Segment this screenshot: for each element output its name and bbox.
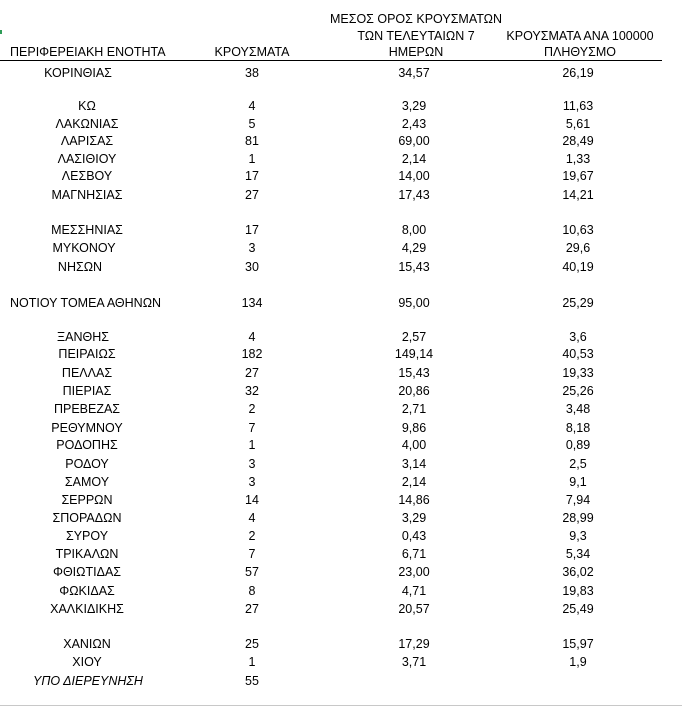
cases-value: 38	[245, 66, 259, 80]
avg-7day-value: 14,00	[398, 169, 430, 183]
table-row	[0, 654, 682, 670]
table-row	[0, 329, 682, 345]
avg-7day-value: 3,71	[401, 655, 427, 669]
region-name: ΣΠΟΡΑΔΩΝ	[52, 511, 122, 525]
avg-7day-value: 3,29	[401, 99, 427, 113]
region-name: ΛΕΣΒΟΥ	[61, 169, 113, 183]
region-name: ΝΟΤΙΟΥ ΤΟΜΕΑ ΑΘΗΝΩΝ	[10, 296, 162, 310]
per-100k-value: 1,9	[569, 655, 587, 669]
table-row	[0, 133, 682, 149]
cases-value: 4	[248, 511, 256, 525]
region-name: ΧΙΟΥ	[72, 655, 102, 669]
avg-7day-value: 15,43	[398, 260, 430, 274]
per-100k-value: 8,18	[565, 421, 591, 435]
table-row	[0, 259, 682, 275]
per-100k-value: 25,49	[562, 602, 594, 616]
cases-value: 8	[248, 584, 256, 598]
cases-value: 134	[241, 296, 263, 310]
cases-value: 3	[248, 475, 256, 489]
per-100k-value: 25,29	[562, 296, 594, 310]
per-100k-value: 3,48	[565, 402, 591, 416]
per-100k-value: 26,19	[562, 66, 594, 80]
region-name: ΦΩΚΙΔΑΣ	[59, 584, 115, 598]
region-name: ΣΕΡΡΩΝ	[61, 493, 113, 507]
avg-7day-value: 4,71	[401, 584, 427, 598]
per-100k-value: 1,33	[565, 152, 591, 166]
table-row	[0, 437, 682, 453]
cases-value: 1	[248, 438, 256, 452]
table-row	[0, 222, 682, 238]
region-name: ΧΑΛΚΙΔΙΚΗΣ	[50, 602, 124, 616]
cases-value: 27	[245, 602, 259, 616]
table-row	[0, 365, 682, 381]
region-name: ΛΑΣΙΘΙΟΥ	[57, 152, 117, 166]
per-100k-value: 0,89	[565, 438, 591, 452]
avg-7day-value: 20,57	[398, 602, 430, 616]
region-name: ΤΡΙΚΑΛΩΝ	[55, 547, 119, 561]
table-row	[0, 474, 682, 490]
per-100k-value: 11,63	[562, 99, 594, 113]
per-100k-value: 28,49	[562, 134, 594, 148]
avg-7day-value: 17,43	[398, 188, 430, 202]
table-row	[0, 546, 682, 562]
avg-7day-value: 2,14	[401, 475, 427, 489]
region-name: ΠΕΛΛΑΣ	[61, 366, 113, 380]
cases-value: 14	[245, 493, 259, 507]
region-name: ΜΥΚΟΝΟΥ	[52, 241, 116, 255]
cases-value: 17	[245, 223, 259, 237]
region-name: ΜΑΓΝΗΣΙΑΣ	[51, 188, 123, 202]
cases-value: 81	[245, 134, 259, 148]
table-row	[0, 492, 682, 508]
avg-7day-value: 2,43	[401, 117, 427, 131]
cases-value: 5	[248, 117, 256, 131]
avg-7day-value: 0,43	[401, 529, 427, 543]
avg-7day-value: 3,29	[401, 511, 427, 525]
header-region: ΠΕΡΙΦΕΡΕΙΑΚΗ ΕΝΟΤΗΤΑ	[10, 45, 166, 59]
avg-7day-value: 69,00	[398, 134, 430, 148]
table-row	[0, 346, 682, 362]
table-row	[0, 65, 682, 81]
avg-7day-value: 4,00	[401, 438, 427, 452]
region-name: ΠΡΕΒΕΖΑΣ	[53, 402, 121, 416]
cases-value: 27	[245, 188, 259, 202]
region-name: ΜΕΣΣΗΝΙΑΣ	[51, 223, 123, 237]
table-row	[0, 240, 682, 256]
table-row	[0, 168, 682, 184]
per-100k-value: 14,21	[562, 188, 594, 202]
per-100k-value: 10,63	[562, 223, 594, 237]
avg-7day-value: 95,00	[398, 296, 430, 310]
per-100k-value: 28,99	[562, 511, 594, 525]
region-name: ΝΗΣΩΝ	[57, 260, 103, 274]
table-row	[0, 528, 682, 544]
region-name: ΡΟΔΟΥ	[65, 457, 109, 471]
region-name: ΦΘΙΩΤΙΔΑΣ	[52, 565, 122, 579]
avg-7day-value: 2,14	[401, 152, 427, 166]
table-row	[0, 564, 682, 580]
avg-7day-value: 2,57	[401, 330, 427, 344]
table-row	[0, 673, 682, 689]
avg-7day-value: 6,71	[401, 547, 427, 561]
cases-value: 55	[245, 674, 259, 688]
cases-value: 1	[248, 152, 256, 166]
avg-7day-value: 3,14	[401, 457, 427, 471]
cases-value: 32	[245, 384, 259, 398]
cases-value: 2	[248, 402, 256, 416]
region-name: ΛΑΡΙΣΑΣ	[60, 134, 114, 148]
avg-7day-value: 14,86	[398, 493, 430, 507]
cases-value: 4	[248, 330, 256, 344]
region-name: ΛΑΚΩΝΙΑΣ	[55, 117, 119, 131]
region-name: ΧΑΝΙΩΝ	[63, 637, 111, 651]
header-per100k-line1: ΚΡΟΥΣΜΑΤΑ ΑΝΑ 100000	[506, 29, 654, 43]
region-name: ΡΕΘΥΜΝΟΥ	[51, 421, 123, 435]
header-per100k-line2: ΠΛΗΘΥΣΜΟ	[544, 45, 616, 59]
region-name: ΥΠΟ ΔΙΕΡΕΥΝΗΣΗ	[33, 674, 143, 688]
cases-value: 3	[248, 241, 256, 255]
header-cases: ΚΡΟΥΣΜΑΤΑ	[214, 45, 290, 59]
per-100k-value: 40,53	[562, 347, 594, 361]
per-100k-value: 19,67	[562, 169, 594, 183]
region-name: ΣΥΡΟΥ	[65, 529, 109, 543]
region-name: ΞΑΝΘΗΣ	[57, 330, 109, 344]
avg-7day-value: 20,86	[398, 384, 430, 398]
table-row	[0, 151, 682, 167]
per-100k-value: 29,6	[565, 241, 591, 255]
per-100k-value: 15,97	[562, 637, 594, 651]
per-100k-value: 5,61	[565, 117, 591, 131]
table-row	[0, 116, 682, 132]
header-avg-line1: ΜΕΣΟΣ ΟΡΟΣ ΚΡΟΥΣΜΑΤΩΝ	[329, 12, 503, 26]
per-100k-value: 9,1	[569, 475, 587, 489]
table-row	[0, 456, 682, 472]
header-avg-line2: ΤΩΝ ΤΕΛΕΥΤΑΙΩΝ 7	[357, 29, 475, 43]
avg-7day-value: 4,29	[401, 241, 427, 255]
table-row	[0, 420, 682, 436]
table-row	[0, 98, 682, 114]
cases-value: 17	[245, 169, 259, 183]
per-100k-value: 3,6	[569, 330, 587, 344]
region-name: ΚΟΡΙΝΘΙΑΣ	[44, 66, 112, 80]
table-row	[0, 583, 682, 599]
avg-7day-value: 34,57	[398, 66, 430, 80]
cases-value: 3	[248, 457, 256, 471]
table-row	[0, 601, 682, 617]
cases-value: 182	[241, 347, 263, 361]
avg-7day-value: 149,14	[394, 347, 434, 361]
table-row	[0, 383, 682, 399]
table-row	[0, 295, 682, 311]
region-name: ΚΩ	[78, 99, 96, 113]
per-100k-value: 7,94	[565, 493, 591, 507]
region-name: ΠΙΕΡΙΑΣ	[62, 384, 112, 398]
avg-7day-value: 15,43	[398, 366, 430, 380]
avg-7day-value: 17,29	[398, 637, 430, 651]
region-name: ΡΟΔΟΠΗΣ	[56, 438, 118, 452]
per-100k-value: 5,34	[565, 547, 591, 561]
per-100k-value: 40,19	[562, 260, 594, 274]
per-100k-value: 19,33	[562, 366, 594, 380]
avg-7day-value: 9,86	[401, 421, 427, 435]
cases-value: 7	[248, 547, 256, 561]
cases-value: 27	[245, 366, 259, 380]
region-name: ΣΑΜΟΥ	[64, 475, 110, 489]
cases-value: 57	[245, 565, 259, 579]
header-avg-line3: ΗΜΕΡΩΝ	[388, 45, 444, 59]
avg-7day-value: 2,71	[401, 402, 427, 416]
per-100k-value: 36,02	[562, 565, 594, 579]
cases-value: 4	[248, 99, 256, 113]
cases-value: 2	[248, 529, 256, 543]
table-row	[0, 636, 682, 652]
table-row	[0, 510, 682, 526]
table-row	[0, 187, 682, 203]
cases-value: 7	[248, 421, 256, 435]
per-100k-value: 9,3	[569, 529, 587, 543]
cases-value: 25	[245, 637, 259, 651]
per-100k-value: 25,26	[562, 384, 594, 398]
per-100k-value: 2,5	[569, 457, 587, 471]
table-row	[0, 401, 682, 417]
per-100k-value: 19,83	[562, 584, 594, 598]
cases-value: 30	[245, 260, 259, 274]
region-name: ΠΕΙΡΑΙΩΣ	[58, 347, 116, 361]
avg-7day-value: 8,00	[401, 223, 427, 237]
avg-7day-value: 23,00	[398, 565, 430, 579]
cases-value: 1	[248, 655, 256, 669]
